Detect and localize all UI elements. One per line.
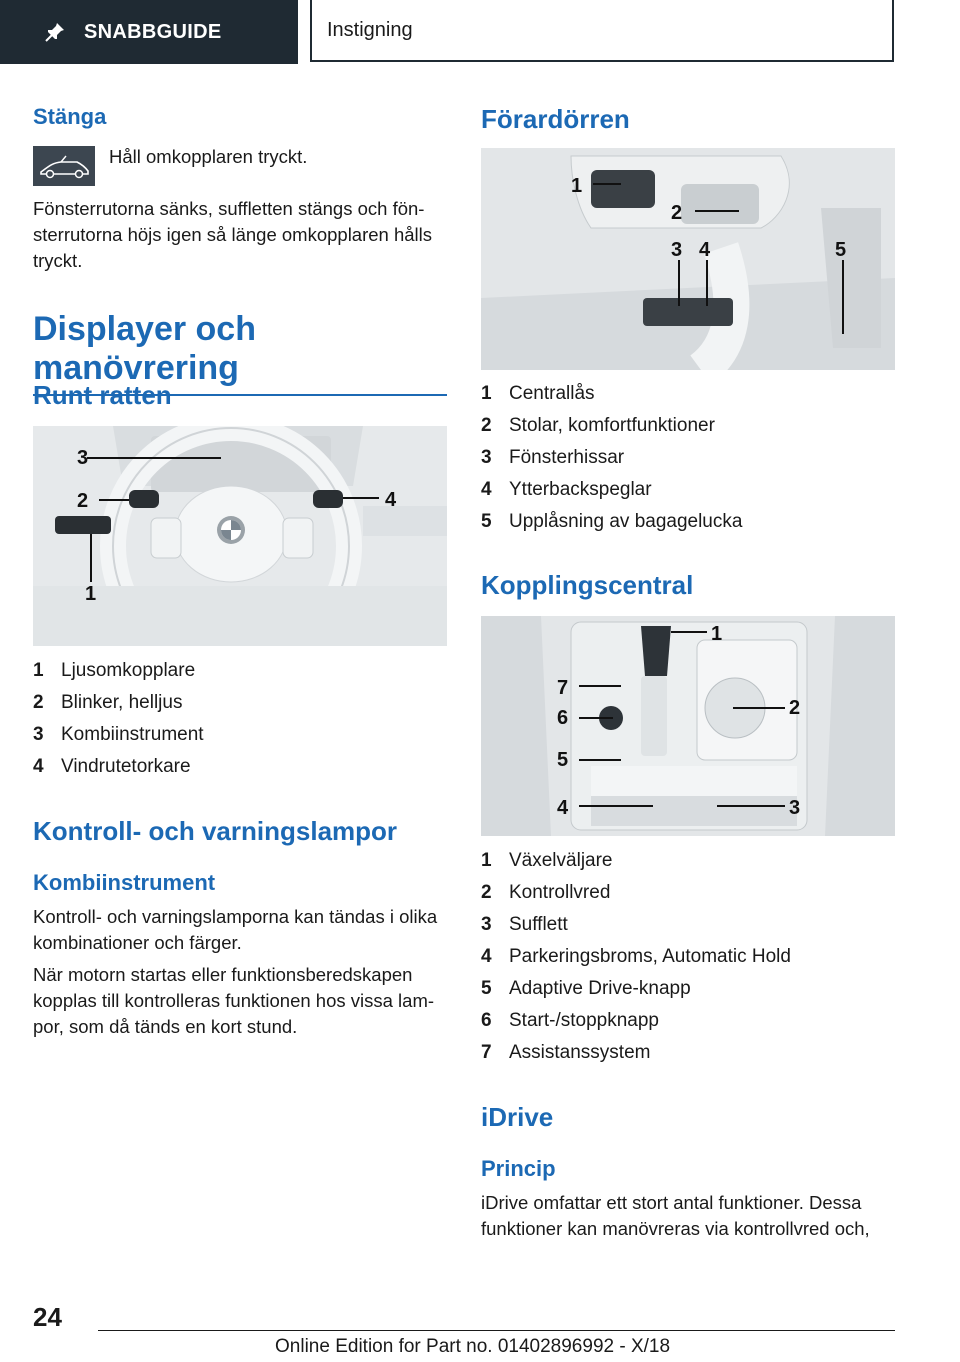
kopplingscentral-list (481, 845, 895, 1069)
kontroll-p2: När motorn startas eller funktionsberedskapen kopplas till kontrolleras funktionen hos vissa lam- por, som då tänds en kort stund. (33, 964, 435, 1037)
list-item: 5 Upplåsning av bagagelucka (481, 511, 743, 532)
svg-text:4: 4 (557, 797, 569, 819)
svg-text:3: 3 (77, 447, 89, 469)
tab-instigning[interactable] (310, 0, 894, 62)
svg-text:7: 7 (557, 677, 569, 699)
edition-text: Online Edition for Part no. 01402896992 - X/18 (275, 1336, 671, 1357)
list-item: 6 Start-/stoppknapp (481, 1010, 659, 1031)
page-number: 24 (33, 1302, 62, 1332)
svg-text:5: 5 (557, 749, 569, 771)
header-tabs (0, 0, 960, 66)
list-item: 3 Sufflett (481, 914, 568, 935)
pushpin-icon (44, 21, 66, 43)
stanga-heading: Stänga (33, 104, 107, 129)
center-console-photo (481, 616, 895, 836)
kombiinstrument-heading: Kombiinstrument (33, 870, 216, 895)
driver-door-photo (481, 148, 895, 370)
svg-text:3: 3 (789, 797, 801, 819)
list-item: 7 Assistanssystem (481, 1042, 651, 1063)
idrive-heading: iDrive (481, 1102, 554, 1132)
svg-text:5: 5 (835, 239, 847, 261)
svg-text:2: 2 (671, 202, 683, 224)
idrive-body: iDrive omfattar ett stort antal funktioner. Dessa funktioner kan manövreras via kontrollvred och, (481, 1192, 870, 1239)
displayer-heading: Displayer och manövrering (33, 310, 447, 396)
svg-text:4: 4 (385, 489, 397, 511)
svg-text:1: 1 (571, 175, 583, 197)
list-item: 1 Centrallås (481, 383, 595, 404)
list-item: 3 Kombiinstrument (33, 724, 204, 745)
forardorren-list (481, 378, 895, 538)
tab-snabbguide[interactable] (0, 0, 298, 64)
list-item: 2 Kontrollvred (481, 882, 611, 903)
list-item: 1 Växelväljare (481, 850, 613, 871)
svg-text:1: 1 (711, 623, 723, 645)
forardorren-heading: Förardörren (481, 104, 630, 134)
svg-text:3: 3 (671, 239, 683, 261)
list-item: 5 Adaptive Drive-knapp (481, 978, 691, 999)
svg-text:6: 6 (557, 707, 569, 729)
kontroll-heading: Kontroll- och varningslampor (33, 816, 398, 846)
list-item: 2 Stolar, komfortfunktioner (481, 415, 715, 436)
tab-instigning-label: Instigning (327, 18, 413, 41)
list-item: 2 Blinker, helljus (33, 692, 183, 713)
steering-wheel-photo (33, 426, 447, 646)
svg-text:4: 4 (699, 239, 711, 261)
list-item: 4 Vindrutetorkare (33, 756, 191, 777)
convertible-button-icon (33, 146, 95, 186)
list-item: 4 Parkeringsbroms, Automatic Hold (481, 946, 791, 967)
svg-text:2: 2 (789, 697, 801, 719)
footer-divider (98, 1330, 895, 1331)
runt-ratten-list (33, 655, 447, 783)
svg-text:1: 1 (85, 583, 97, 605)
stanga-instruction: Håll omkopplaren tryckt. (109, 146, 308, 167)
runt-ratten-heading: Runt ratten (33, 380, 172, 410)
kontroll-p1: Kontroll- och varningslamporna kan tändas i olika kombinationer och färger. (33, 906, 438, 953)
list-item: 1 Ljusomkopplare (33, 660, 196, 681)
svg-text:2: 2 (77, 490, 89, 512)
list-item: 4 Ytterbackspeglar (481, 479, 652, 500)
kopplingscentral-heading: Kopplingscentral (481, 570, 694, 600)
tab-snabbguide-label: SNABBGUIDE (84, 20, 222, 43)
stanga-body: Fönsterrutorna sänks, suffletten stängs och fön- sterrutorna höjs igen så länge omkopplaren hålls tryckt. (33, 198, 433, 271)
princip-heading: Princip (481, 1156, 556, 1181)
list-item: 3 Fönsterhissar (481, 447, 625, 468)
